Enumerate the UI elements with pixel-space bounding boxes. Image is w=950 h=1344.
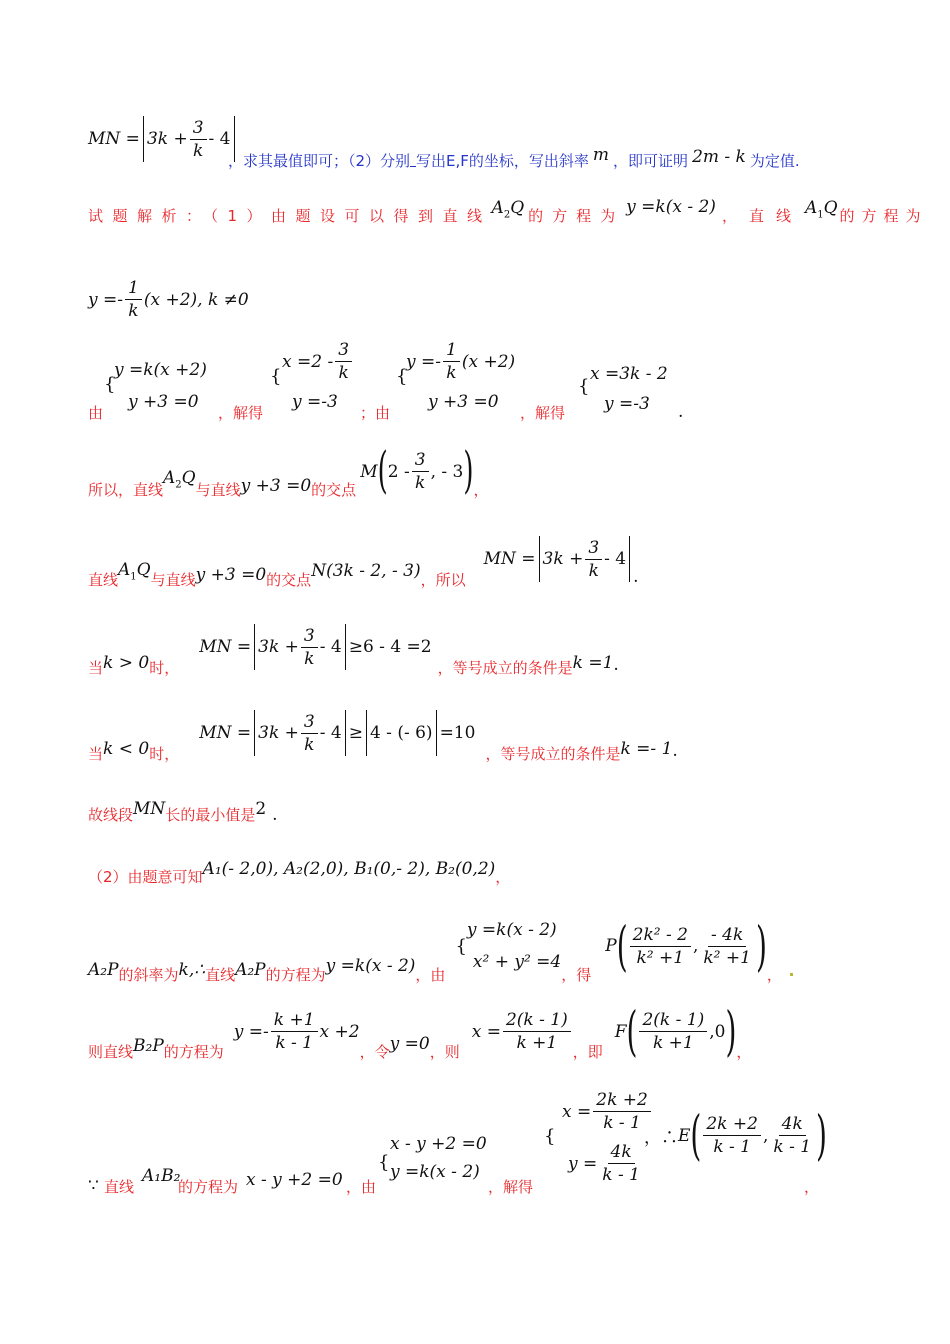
- coord: , - 3: [430, 461, 464, 482]
- a2q: $A_2Q$: [491, 198, 525, 221]
- text: ，: [473, 481, 489, 499]
- frac-num: 1: [125, 278, 142, 300]
- brace: {: [455, 935, 467, 957]
- system-eq: y =k(x - 2): [390, 1162, 480, 1182]
- text: 的斜率为: [118, 965, 179, 984]
- var-m: m: [592, 144, 610, 165]
- abs-bar: [366, 710, 367, 756]
- frac-num: 2(k - 1): [503, 1010, 571, 1032]
- abs-bar: [345, 624, 346, 670]
- abs-expression: 4 - (- 6): [369, 723, 433, 743]
- fraction: [301, 626, 318, 669]
- line13: [88, 1090, 868, 1200]
- b2p: B₂P: [133, 1035, 164, 1056]
- frac-den: k: [304, 734, 315, 755]
- mn-term: - 4: [604, 549, 627, 569]
- eq-part: (x +2), k ≠0: [143, 289, 249, 310]
- text: 的交点: [266, 570, 312, 589]
- frac-num: k +1: [271, 1010, 318, 1032]
- line10: [88, 858, 511, 886]
- frac-den: k - 1: [275, 1033, 313, 1053]
- text: 直线: [104, 1178, 135, 1196]
- frac-num: 2(k - 1): [639, 1010, 707, 1032]
- a2p: A₂P: [235, 960, 266, 980]
- text: ，由: [346, 1178, 377, 1196]
- eq: k =1: [572, 653, 614, 673]
- text: ，: [766, 965, 782, 984]
- eq-part: y =-: [88, 289, 123, 310]
- abs-bar: [629, 536, 630, 582]
- text: ，等号成立的条件是: [485, 744, 621, 763]
- text: 由: [88, 404, 104, 422]
- text: ，求其最值即可；（2）分别: [228, 152, 411, 170]
- condition: k > 0: [103, 653, 150, 673]
- fraction: [301, 712, 318, 755]
- eq-part: x +2: [319, 1021, 360, 1042]
- paren: ): [755, 914, 767, 978]
- frac-num: - 4k: [708, 925, 746, 947]
- ge-sign: ≥: [348, 723, 363, 743]
- eq-part: (x +2): [461, 351, 516, 372]
- frac-den: k - 1: [602, 1165, 640, 1185]
- text: ，: [804, 1178, 820, 1196]
- frac-num: 2k² - 2: [630, 925, 691, 947]
- mn-term: 3k +: [146, 129, 188, 149]
- frac-num: 3: [190, 118, 207, 140]
- system-eq: [406, 340, 515, 383]
- fraction: [593, 1090, 651, 1133]
- system-eq: y =k(x +2): [114, 360, 207, 380]
- fraction: [700, 925, 754, 968]
- brace: {: [578, 376, 590, 397]
- frac-den: k - 1: [603, 1113, 641, 1133]
- fraction: [335, 340, 352, 383]
- text: 为定值.: [749, 152, 800, 170]
- text: 当: [88, 658, 104, 677]
- coord: 2 -: [387, 461, 410, 482]
- mn-label: MN =: [88, 129, 140, 149]
- period: .: [678, 402, 684, 422]
- frac-den: k: [338, 363, 349, 383]
- paren: (: [616, 914, 628, 978]
- text: 的方程为: [528, 206, 625, 225]
- text: ，: [736, 1043, 752, 1061]
- mn-term: 3k +: [258, 637, 299, 657]
- eq-part: x =2 -: [282, 351, 334, 372]
- fraction: [585, 538, 602, 581]
- frac-den: k: [304, 648, 315, 669]
- a2p: A₂P: [88, 960, 119, 980]
- abs-bar: [345, 710, 346, 756]
- frac-den: k - 1: [773, 1137, 812, 1157]
- system: [467, 920, 561, 972]
- text: ，等号成立的条件是: [437, 658, 573, 677]
- a1q: $A_1Q$: [118, 559, 151, 583]
- min-value: 2: [255, 798, 267, 819]
- text: 故线段: [88, 806, 134, 824]
- text: 与直线: [150, 570, 196, 589]
- text: 写出E,F的坐标，写出斜率: [416, 152, 589, 170]
- mn-term: 3k +: [542, 549, 584, 569]
- text: 则直线: [88, 1043, 134, 1061]
- frac-den: k: [446, 363, 457, 383]
- brace: {: [270, 366, 282, 387]
- eq-part: y =-: [233, 1021, 269, 1042]
- line12: [88, 1000, 752, 1063]
- fraction: [770, 1114, 814, 1157]
- system-eq: y +3 =0: [428, 392, 499, 412]
- text: ，解得: [488, 1178, 534, 1196]
- result: =10: [439, 723, 476, 743]
- period: .: [272, 804, 278, 825]
- k-therefore: k,∴: [178, 960, 206, 980]
- fraction: [599, 1142, 643, 1185]
- a1q: $A_1Q$: [804, 198, 838, 221]
- text: 的方程为: [839, 206, 928, 225]
- mn-label: MN =: [199, 723, 252, 743]
- line5: [88, 443, 489, 500]
- line9: [88, 798, 278, 825]
- mn-term: - 4: [208, 129, 231, 149]
- text: 直线: [88, 570, 119, 589]
- line3-a1q-equation: [88, 278, 249, 321]
- period: .: [613, 655, 619, 675]
- system-eq: x² + y² =4: [472, 952, 562, 972]
- text: ，直线: [721, 206, 803, 225]
- frac-num: 3: [301, 712, 318, 734]
- paren: (: [377, 443, 388, 500]
- brace: {: [104, 374, 116, 395]
- text: ；由: [360, 404, 391, 422]
- frac-den: k: [192, 140, 204, 161]
- text: ，得: [561, 965, 592, 984]
- text: 的方程为: [178, 1178, 239, 1196]
- frac-num: 3: [335, 340, 352, 362]
- text: 时，: [149, 658, 180, 677]
- text: 的方程为: [265, 965, 326, 984]
- text: 所以，直线: [88, 481, 164, 499]
- brace: {: [544, 1126, 556, 1147]
- text: 与直线: [195, 481, 241, 499]
- abs-bar: [143, 116, 144, 162]
- paren: (: [626, 1000, 638, 1063]
- text: 的方程为: [163, 1043, 224, 1061]
- fraction: [503, 1010, 571, 1053]
- paren: (: [690, 1104, 702, 1167]
- point-m: M: [360, 461, 378, 482]
- text: ，解得: [520, 404, 566, 422]
- mn-label: MN =: [483, 549, 536, 569]
- because-sign: ∵: [88, 1176, 99, 1196]
- abs-bar: [539, 536, 540, 582]
- fraction: [630, 925, 691, 968]
- mn-term: - 4: [319, 723, 342, 743]
- solution-y: [568, 1142, 645, 1185]
- comma: ,: [762, 1125, 769, 1146]
- text: 当: [88, 744, 104, 763]
- eq: y +3 =0: [195, 565, 267, 585]
- mn-label: MN =: [199, 637, 252, 657]
- frac-den: k +1: [516, 1033, 558, 1053]
- text: 的交点: [311, 481, 357, 499]
- brace: {: [396, 366, 408, 387]
- frac-num: 4k: [608, 1142, 635, 1164]
- eq: y +3 =0: [240, 475, 312, 496]
- line4-systems: [88, 340, 888, 430]
- frac-num: 3: [412, 450, 429, 472]
- frac-den: k: [414, 473, 426, 493]
- system-eq: y +3 =0: [128, 392, 199, 412]
- frac-den: k +1: [652, 1033, 694, 1053]
- system-eq: y =-3: [604, 394, 650, 414]
- fraction: [125, 278, 142, 321]
- system-eq: x - y +2 =0: [390, 1134, 487, 1154]
- point-f: F: [614, 1021, 627, 1042]
- text: 时，: [149, 744, 180, 763]
- text: 试题解析：（1）由题设可以得到直线: [88, 206, 492, 225]
- period: .: [633, 567, 639, 587]
- frac-num: 2k +2: [703, 1114, 761, 1136]
- therefore-sign: ，∴: [644, 1128, 678, 1148]
- text: （2）由题意可知: [88, 868, 203, 886]
- eq-a2q: y =k(x - 2): [626, 197, 716, 218]
- frac-num: 1: [443, 340, 460, 362]
- a1b2: A₁B₂: [142, 1166, 181, 1186]
- point-e-label: E: [678, 1125, 691, 1146]
- condition: k < 0: [103, 739, 150, 759]
- line2: [88, 197, 928, 226]
- fraction: [639, 1010, 707, 1053]
- solution-x: [562, 1090, 653, 1133]
- mn-term: 3k +: [258, 723, 299, 743]
- frac-num: 3: [301, 626, 318, 648]
- fraction: [271, 1010, 318, 1053]
- frac-den: k: [128, 301, 139, 321]
- line7: [88, 624, 619, 677]
- line8: [88, 710, 678, 763]
- frac-den: k - 1: [713, 1137, 751, 1157]
- point-n: N(3k - 2, - 3): [311, 561, 421, 581]
- eq-part: y =-: [406, 351, 441, 372]
- fraction: [703, 1114, 761, 1157]
- fraction: [443, 340, 460, 383]
- point-e: [644, 1104, 827, 1167]
- coord: ,0: [709, 1021, 726, 1042]
- text: ，: [495, 868, 511, 886]
- text: ，即可证明: [613, 152, 689, 170]
- eq-part: x =: [562, 1101, 592, 1122]
- abs-bar: [254, 710, 255, 756]
- frac-den: k² +1: [636, 947, 685, 968]
- system-eq: y =k(x - 2): [466, 920, 557, 940]
- eq: y =0: [389, 1033, 430, 1054]
- points-list: A₁(- 2,0), A₂(2,0), B₁(0,- 2), B₂(0,2): [202, 858, 496, 879]
- a2q: $A_2Q$: [163, 468, 196, 491]
- text: ，由: [415, 965, 446, 984]
- system-eq: [282, 340, 354, 383]
- dot-mark: [790, 973, 793, 976]
- comma: ,: [692, 936, 699, 956]
- text: 直线: [205, 965, 236, 984]
- eq: y =k(x - 2): [325, 956, 416, 976]
- mn-term: - 4: [319, 637, 342, 657]
- point-p: P: [605, 936, 617, 956]
- line6: [88, 536, 639, 589]
- line1-text: [228, 144, 800, 171]
- line11: [88, 914, 793, 984]
- eq-part: x =: [471, 1021, 501, 1042]
- abs-bar: [254, 624, 255, 670]
- text: ，解得: [218, 404, 264, 422]
- abs-bar: [436, 710, 437, 756]
- paren: ): [463, 443, 474, 500]
- expr-2m-k: 2m - k: [692, 146, 746, 167]
- system-eq: y =-3: [292, 392, 338, 412]
- text: 长的最小值是: [165, 806, 256, 824]
- text: ，即: [572, 1043, 603, 1061]
- eq: k =- 1: [620, 739, 673, 759]
- paren: ): [725, 1000, 737, 1063]
- fraction: [412, 450, 429, 493]
- system-eq: x =3k - 2: [590, 364, 668, 384]
- frac-num: 3: [585, 538, 602, 560]
- fraction: [190, 118, 207, 161]
- text: ，所以: [420, 570, 466, 589]
- frac-num: 4k: [779, 1114, 806, 1136]
- eq: x - y +2 =0: [246, 1170, 343, 1190]
- text: ，令: [359, 1043, 390, 1061]
- frac-num: 2k +2: [593, 1090, 651, 1112]
- frac-den: k: [588, 560, 599, 581]
- paren: ): [816, 1104, 827, 1167]
- line1-mn-expression: [88, 116, 238, 162]
- mn-label: MN: [133, 798, 166, 819]
- text: ，则: [429, 1043, 460, 1061]
- period: .: [672, 741, 678, 761]
- frac-den: k² +1: [703, 947, 751, 968]
- inequality: ≥6 - 4 =2: [348, 637, 432, 657]
- brace: {: [378, 1152, 390, 1173]
- eq-part: y =: [568, 1153, 598, 1174]
